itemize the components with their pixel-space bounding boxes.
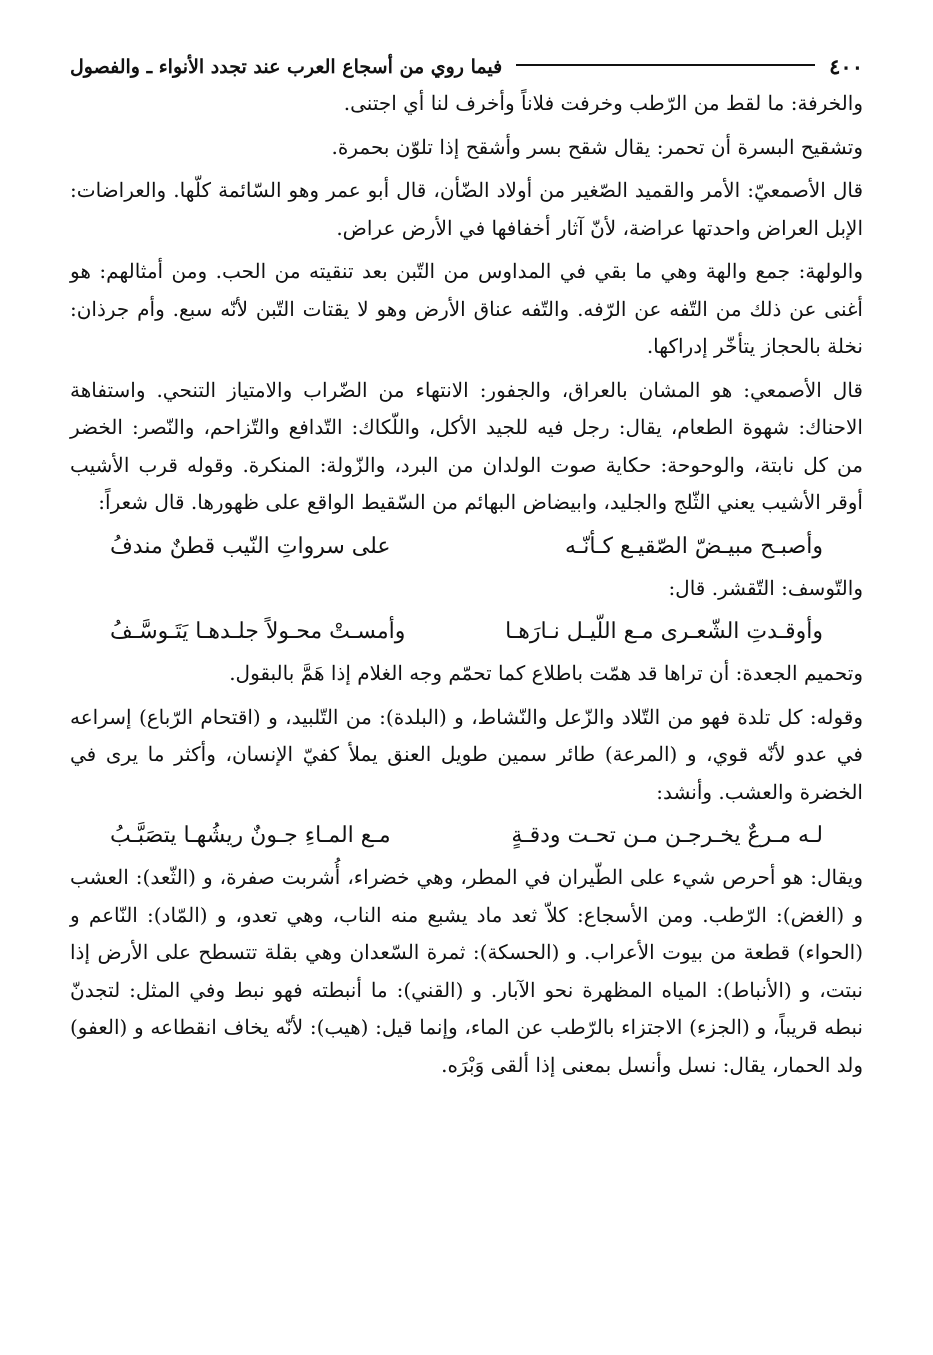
running-title: فيما روي من أسجاع العرب عند تجدد الأنواء ـ والفصول (70, 55, 503, 78)
verse-first-hemistich: وأصبـح مبيـضّ الصّقيـع كـأنّـه (565, 533, 823, 559)
header-rule (516, 64, 815, 66)
verse-second-hemistich: وأمسـتْ محـولاً جلـدهـا يَتَـوسَّـفُ (110, 619, 406, 644)
paragraph-asmai-amr: قال الأصمعيّ: الأمر والقميد الصّغير من أولاد الضّأن، قال أبو عمر وهو السّائمة كلّها. والعراضات: الإبل العراض واحدتها عراضة، لأنّ آثار أخفافها في الأرض عراض. (70, 178, 863, 240)
verse-first-hemistich: وأوقـدتِ الشّعـرى مـع اللّيـل نـارَهـا (505, 619, 823, 644)
page-number: ٤٠٠ (829, 54, 863, 79)
page-header (70, 54, 863, 79)
paragraph-yuqal: ويقال: هو أحرص شيء على الطّيران في المطر، وهي خضراء، أُشربت صفرة، و (الثّعد): العشب و (الغض): الرّطب. ومن الأسجاع: كلاّ ثعد ماد يشبع منه الناب، وهي تعدو، و (المّاد): النّاعم و (الحواء) قطعة من بيوت الأعراب. و (الحسكة): ثمرة السّعدان وهي بقلة تتسطح على الأرض إذا نبتت، و (الأنباط): المياه المظهرة نحو الآبار. و (القني): ما أنبطته فهو نبط وفي المثل: لتجدنّ نبطه قريباً، و (الجزء) الاجتزاء بالرّطب عن الماء، وإنما قيل: (هيب): لأنّه يخاف انقطاعه و (العفو) ولد الحمار، يقال: نسل وأنسل بمعنى إذا ألقى وَبْرَه. (70, 865, 863, 1077)
paragraph-kharfa: والخرفة: ما لقط من الرّطب وخرفت فلاناً وأخرف لنا أي اجتنى. (343, 91, 863, 115)
verse-line (110, 817, 823, 855)
paragraph-tawassuf: والتّوسف: التّقشر. قال: (668, 575, 863, 600)
paragraph-tilda: وقوله: كل تلدة فهو من التّلاد والزّعل والنّشاط، و (البلدة): من التّلبيد، و (اقتحام الرّباع) إسراعه في عدو لأنّه قوي، و (المرعة) طائر سمين طويل العنق يملأ كفيّ الإنسان، وأكثر ما يرى في الخضرة والعشب. وأنشد: (70, 704, 863, 804)
verse-line (110, 528, 823, 566)
paragraph-asmai-mashan: قال الأصمعي: هو المشان بالعراق، والجفور: الانتهاء من الضّراب والامتياز التنحي. واستفاهة الاحناك: شهوة الطعام، يقال: رجل فيه للجيد الأكل، واللّكاك: التّدافع والتّزاحم، والنّصر: الخضر من كل نابتة، والوحوحة: حكاية صوت الولدان من البرد، والزّولة: المنكرة. وقوله قرب الأشيب أوقر الأشيب يعني الثّلج والجليد، وابيضاض البهائم من السّقيط الواقع على ظهورها. قال شعراً: (70, 377, 863, 514)
verse-line (110, 613, 823, 651)
verse-second-hemistich: مـع المـاءِ جـونٌ ريشُهـا يتصَبَّـبُ (110, 823, 391, 848)
verse-second-hemistich: على سرواتِ النّيب قطنٌ مندفُ (110, 533, 391, 559)
paragraph-walha: والولهة: جمع والهة وهي ما بقي في المداوس من التّبن بعد تنقيته من الحب. ومن أمثالهم: هو أغنى عن ذلك من التّفه عن الرّفه. والتّفه عناق الأرض وهو لا يقتات التّبن لأنّه سبع. وأم جرذان: نخلة بالحجاز يتأخّر إدراكها. (70, 259, 863, 358)
paragraph-tahmim: وتحميم الجعدة: أن تراها قد همّت باطلاع كما تحمّم وجه الغلام إذا هَمَّ بالبقول. (229, 661, 863, 685)
paragraph-tashqih: وتشقيح البسرة أن تحمر: يقال شقح بسر وأشقح إذا تلوّن بحمرة. (331, 134, 863, 159)
verse-first-hemistich: لـه مـرعٌ يخـرجـن مـن تحـت ودقـةٍ (511, 823, 823, 848)
